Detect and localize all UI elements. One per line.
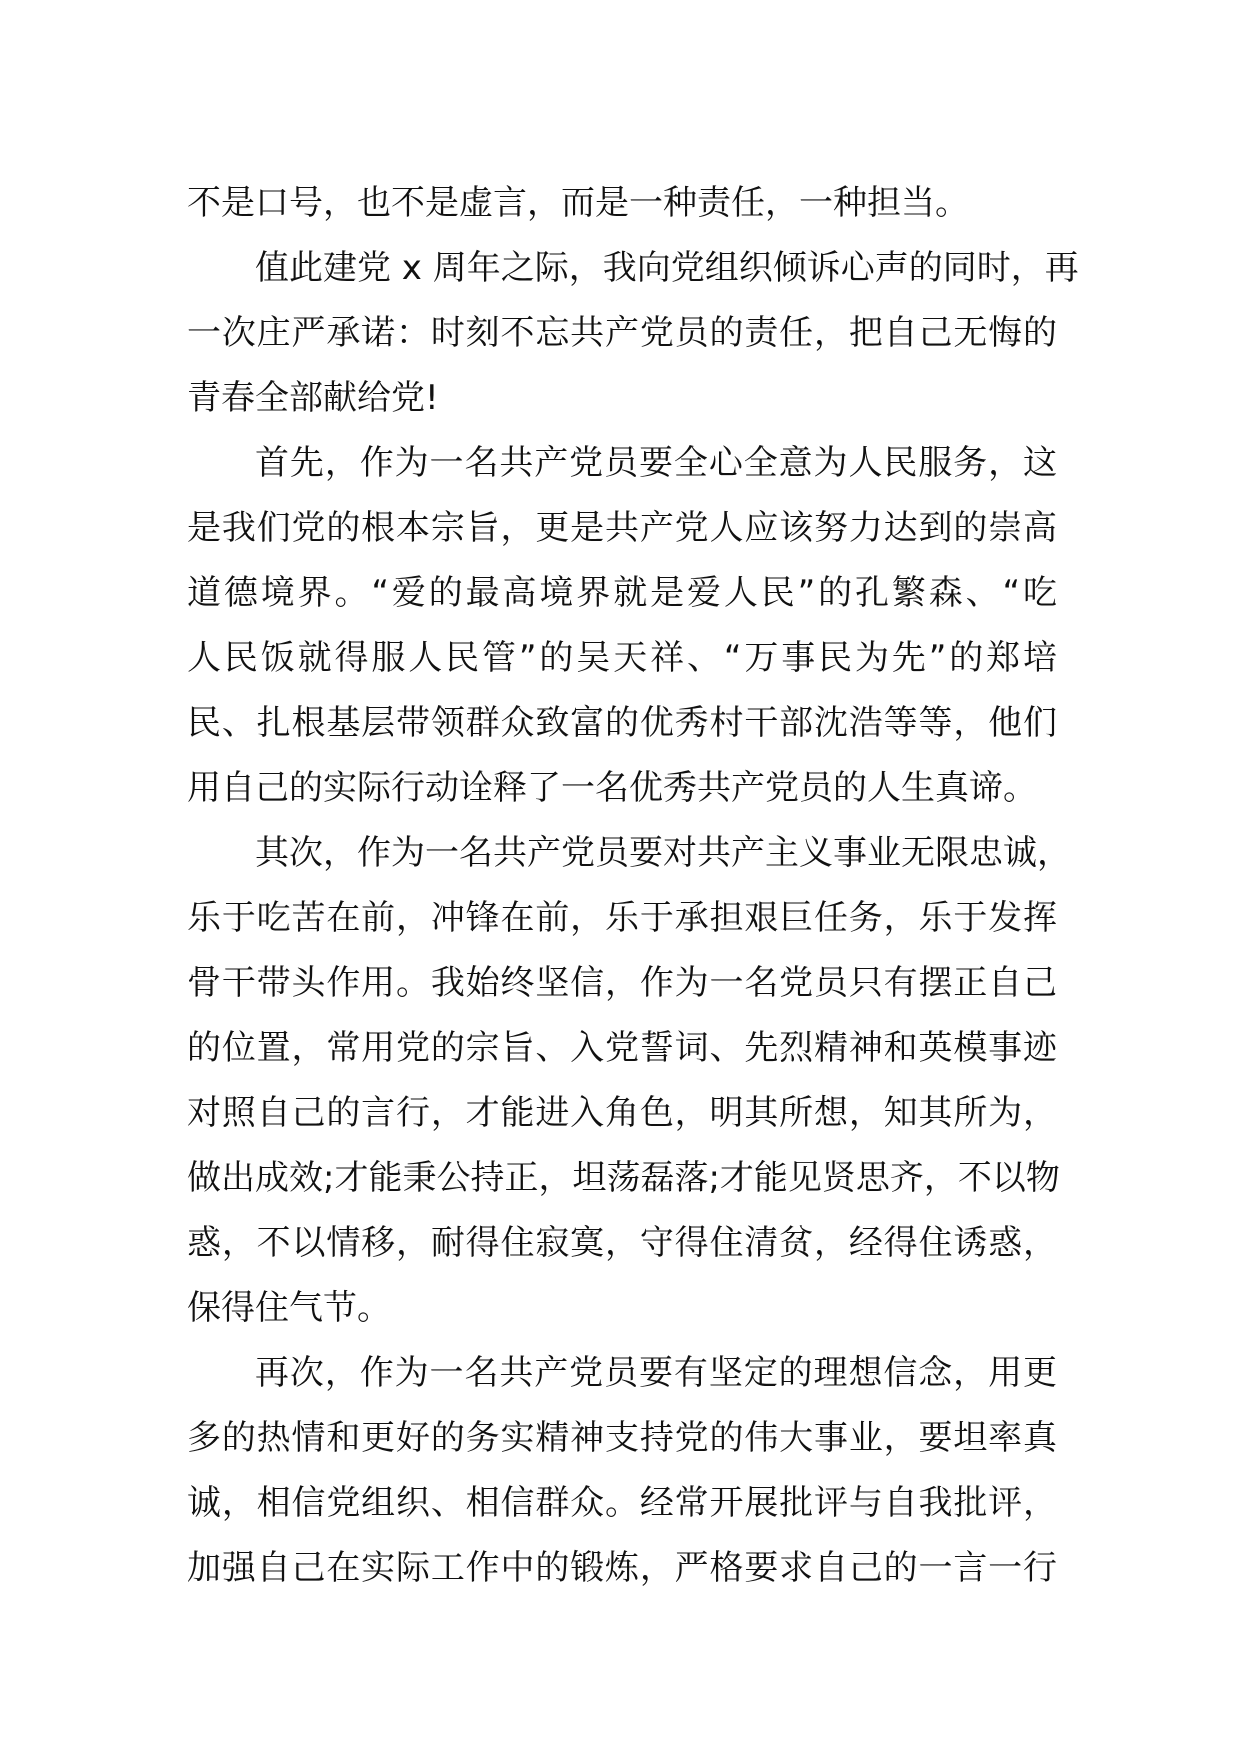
text-line: 不是口号，也不是虚言，而是一种责任，一种担当。 xyxy=(187,183,969,223)
document-body xyxy=(187,171,1079,1601)
text-line: 道德境界。“爱的最高境界就是爱人民”的孔繁森、“吃 xyxy=(187,573,1057,613)
text-line: 多的热情和更好的务实精神支持党的伟大事业，要坦率真 xyxy=(187,1418,1057,1458)
text-line: 诚，相信党组织、相信群众。经常开展批评与自我批评， xyxy=(187,1483,1057,1523)
text-line: 其次，作为一名共产党员要对共产主义事业无限忠诚， xyxy=(255,833,1071,873)
text-line: 对照自己的言行，才能进入角色，明其所想，知其所为， xyxy=(187,1093,1057,1133)
text-line: 保得住气节。 xyxy=(187,1288,391,1328)
text-line: 值此建党 x 周年之际，我向党组织倾诉心声的同时，再 xyxy=(255,248,1079,288)
text-line: 骨干带头作用。我始终坚信，作为一名党员只有摆正自己 xyxy=(187,963,1057,1003)
text-line: 再次，作为一名共产党员要有坚定的理想信念，用更 xyxy=(255,1353,1057,1393)
text-line: 一次庄严承诺：时刻不忘共产党员的责任，把自己无悔的 xyxy=(187,313,1057,353)
text-line: 惑，不以情移，耐得住寂寞，守得住清贫，经得住诱惑， xyxy=(187,1223,1057,1263)
text-line: 乐于吃苦在前，冲锋在前，乐于承担艰巨任务，乐于发挥 xyxy=(187,898,1057,938)
text-line: 做出成效;才能秉公持正，坦荡磊落;才能见贤思齐，不以物 xyxy=(187,1158,1060,1198)
text-line: 加强自己在实际工作中的锻炼，严格要求自己的一言一行 xyxy=(187,1548,1057,1588)
text-line: 人民饭就得服人民管”的吴天祥、“万事民为先”的郑培 xyxy=(187,638,1057,678)
text-line: 用自己的实际行动诠释了一名优秀共产党员的人生真谛。 xyxy=(187,768,1037,808)
text-line: 民、扎根基层带领群众致富的优秀村干部沈浩等等，他们 xyxy=(187,703,1057,743)
text-line: 青春全部献给党! xyxy=(187,378,439,418)
text-line: 是我们党的根本宗旨，更是共产党人应该努力达到的崇高 xyxy=(187,508,1057,548)
text-line: 的位置，常用党的宗旨、入党誓词、先烈精神和英模事迹 xyxy=(187,1028,1057,1068)
text-line: 首先，作为一名共产党员要全心全意为人民服务，这 xyxy=(255,443,1057,483)
